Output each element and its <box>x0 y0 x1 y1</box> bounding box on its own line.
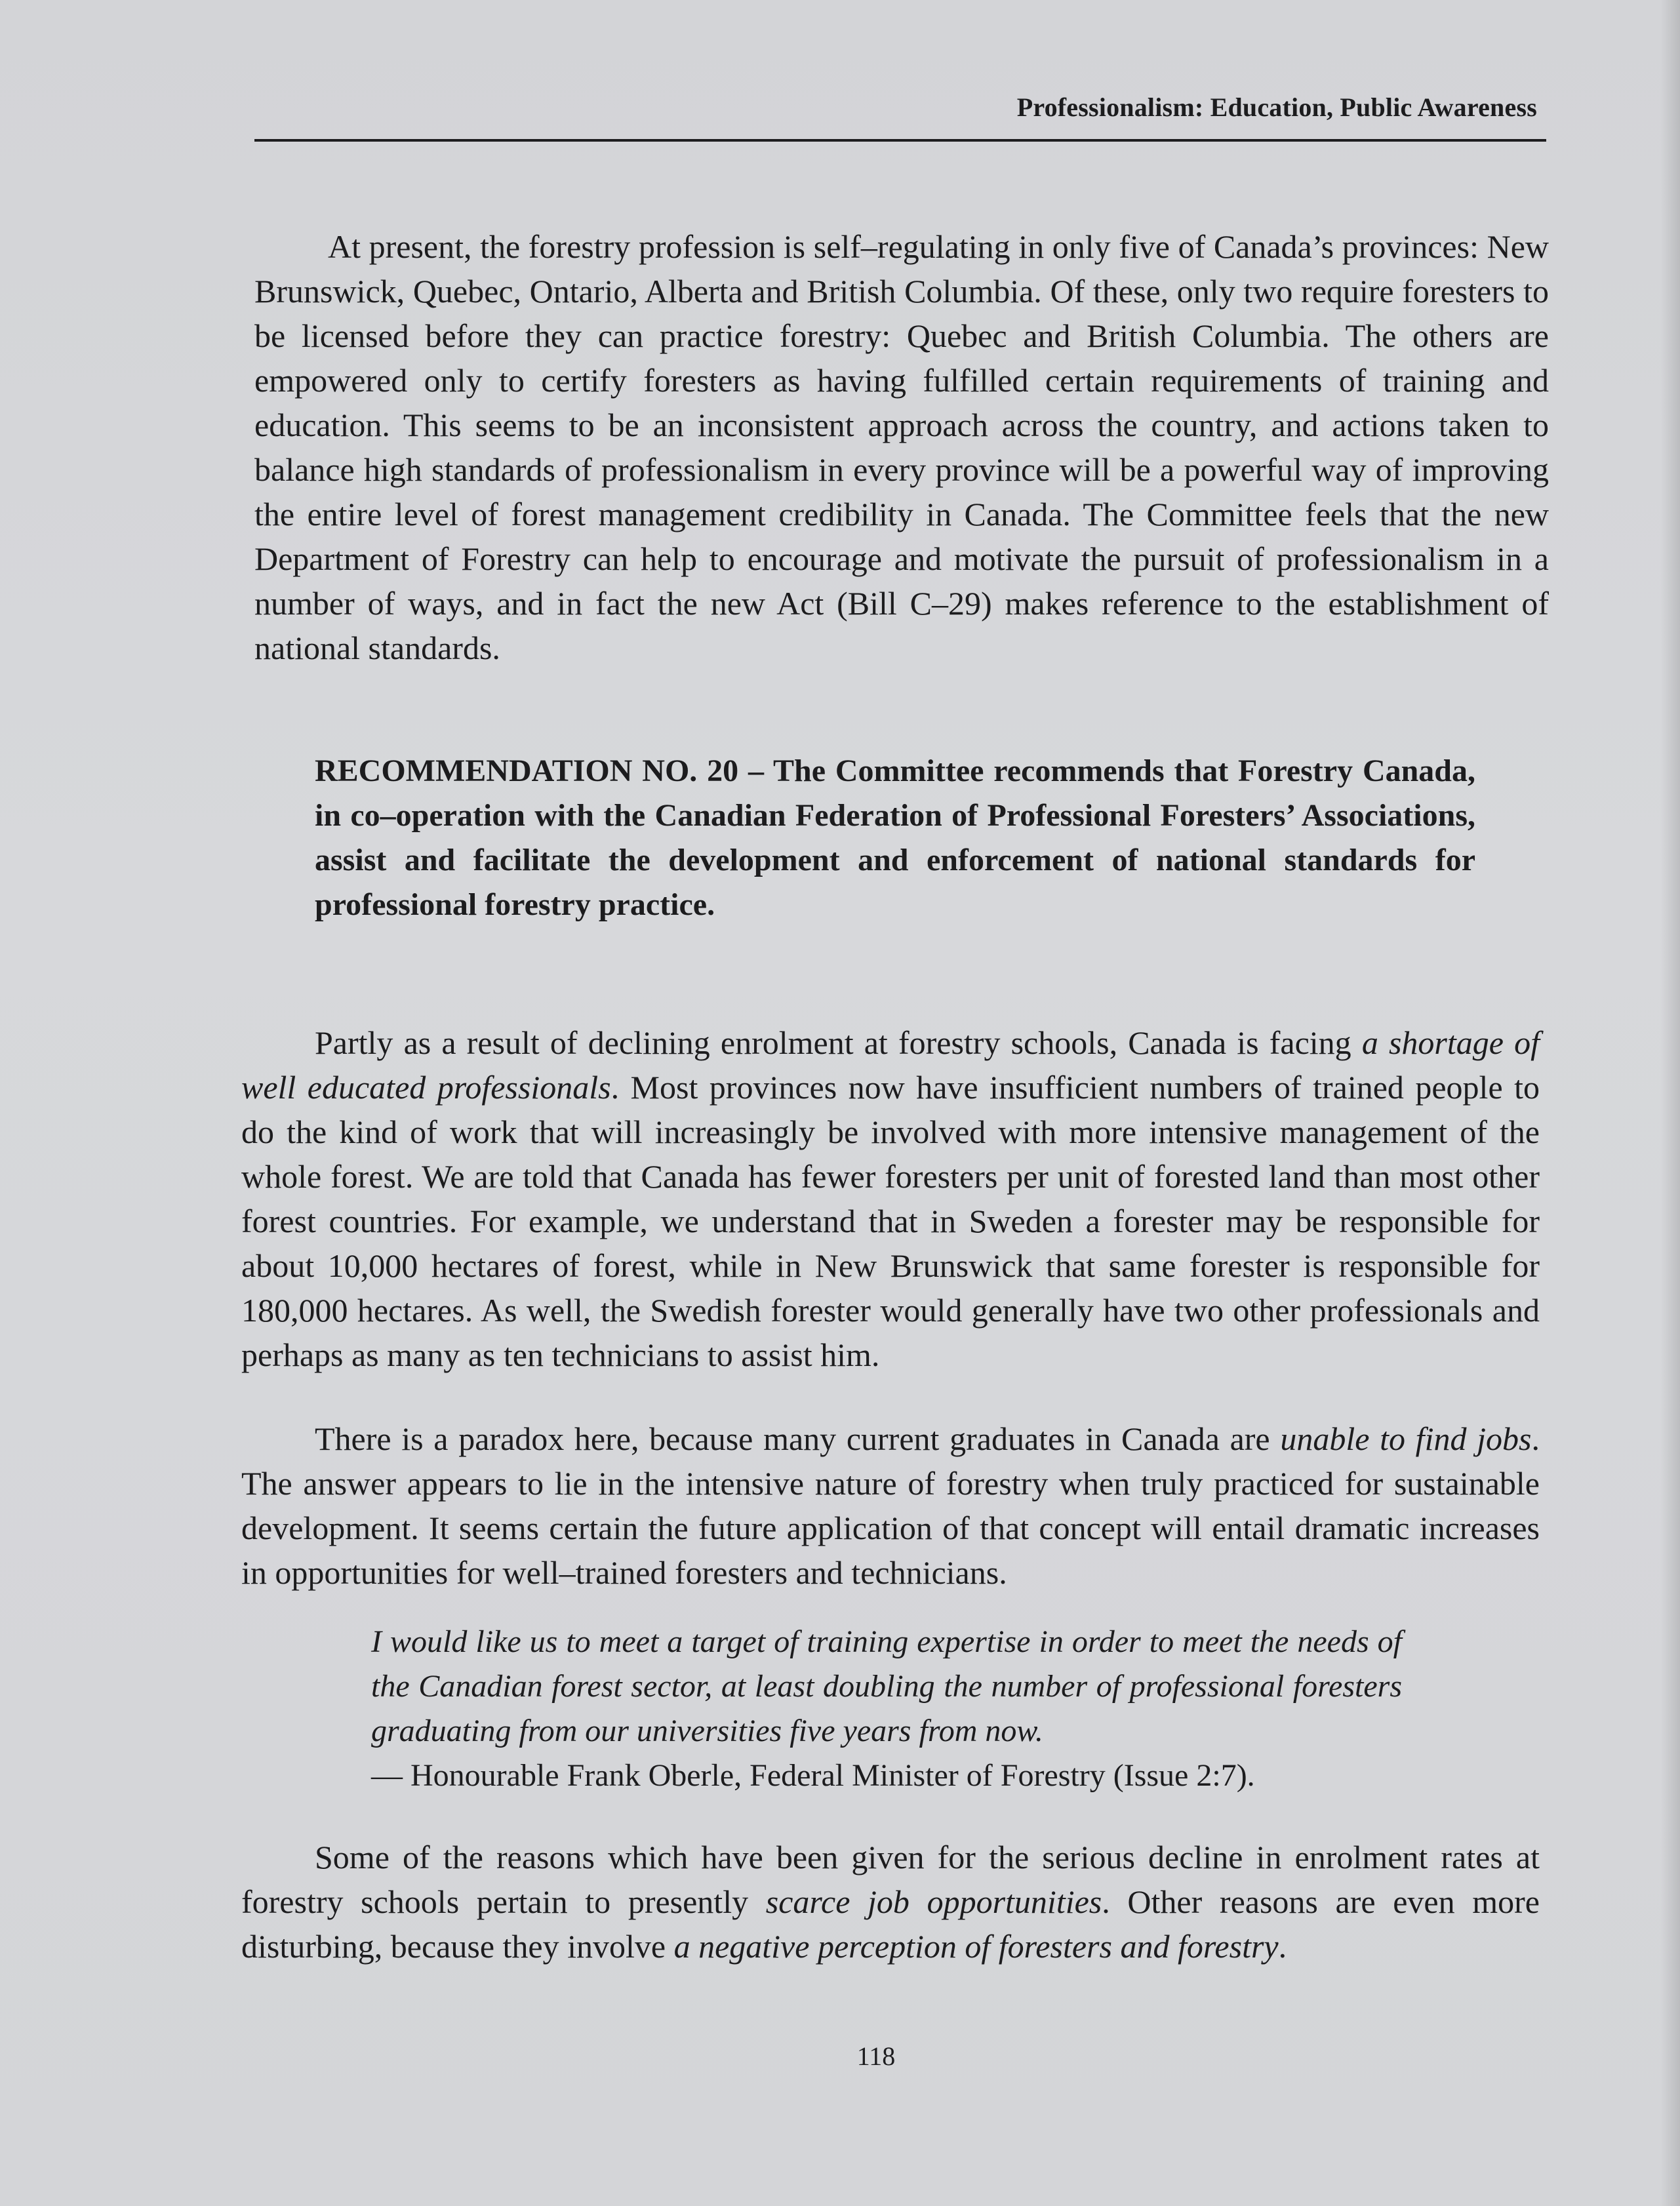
emphasis-text: unable to find jobs <box>1280 1420 1532 1457</box>
block-quote: I would like us to meet a target of training expertise in order to meet the needs of the Canadian forest sector, at least doubling the number of professional foresters graduating from our universities five years from now. <box>371 1624 1402 1748</box>
emphasis-text: a shortage of well educated professionals <box>241 1024 1540 1106</box>
page-number: 118 <box>856 2041 896 2071</box>
recommendation-20: RECOMMENDATION NO. 20 – The Committee recommends that Forestry Canada, in co–operation with the Canadian Federation of Professional Foresters’ Associations, assist and facilitate the development and enforcement of national standards for professional forestry practice. <box>315 753 1475 922</box>
quote-attribution: — Honourable Frank Oberle, Federal Minister of Forestry (Issue 2:7). <box>371 1758 1255 1793</box>
paragraph-shortage <box>241 1020 1540 1377</box>
paragraph-text: Some of the reasons which have been given for the serious decline in enrolment rates at forestry schools pertain to presently <box>241 1839 1540 1920</box>
paragraph-text: . Most provinces now have insufficient numbers of trained people to do the kind of work that will increasingly be involved with more intensive management of the whole forest. We are told that Canada has fewer foresters per unit of forested land than most other forest countries. For example, we understand that in Sweden a forester may be responsible for about 10,000 hectares of forest, while in New Brunswick that same forester is responsible for 180,000 hectares. As well, the Swedish forester would generally have two other professionals and perhaps as many as ten technicians to assist him. <box>241 1069 1540 1373</box>
header-rule <box>254 139 1546 142</box>
paragraph-professional-regulation <box>254 224 1549 670</box>
running-head: Professionalism: Education, Public Awareness <box>1016 92 1537 122</box>
paragraph-decline-reasons <box>241 1835 1540 1969</box>
paragraph-paradox <box>241 1416 1540 1595</box>
emphasis-text: scarce job opportunities <box>765 1883 1102 1920</box>
emphasis-text: a negative perception of foresters and forestry <box>673 1928 1279 1965</box>
paragraph-text: . Other reasons are even more disturbing, because they involve <box>241 1883 1540 1965</box>
paragraph-text: Partly as a result of declining enrolment at forestry schools, Canada is facing <box>315 1024 1362 1061</box>
page-edge-shadow <box>1660 0 1680 2206</box>
paragraph-text: There is a paradox here, because many current graduates in Canada are <box>315 1420 1281 1457</box>
paragraph-text: . <box>1278 1928 1287 1965</box>
paragraph-text: . The answer appears to lie in the intensive nature of forestry when truly practiced for sustainable development. It seems certain the future application of that concept will entail dramatic increases in opportunities for well–trained foresters and technicians. <box>241 1420 1540 1591</box>
paragraph-text: At present, the forestry profession is self–regulating in only five of Canada’s provinces: New Brunswick, Quebec, Ontario, Alberta and British Columbia. Of these, only two require foresters to be licensed before they can practice forestry: Quebec and British Columbia. The others are empowered only to certify foresters as having fulfilled certain requirements of training and education. This seems to be an inconsistent approach across the country, and actions taken to balance high standards of professionalism in every province will be a powerful way of improving the entire level of forest management credibility in Canada. The Committee feels that the new Department of Forestry can help to encourage and motivate the pursuit of professionalism in a number of ways, and in fact the new Act (Bill C–29) makes reference to the establishment of national standards. <box>254 228 1549 666</box>
